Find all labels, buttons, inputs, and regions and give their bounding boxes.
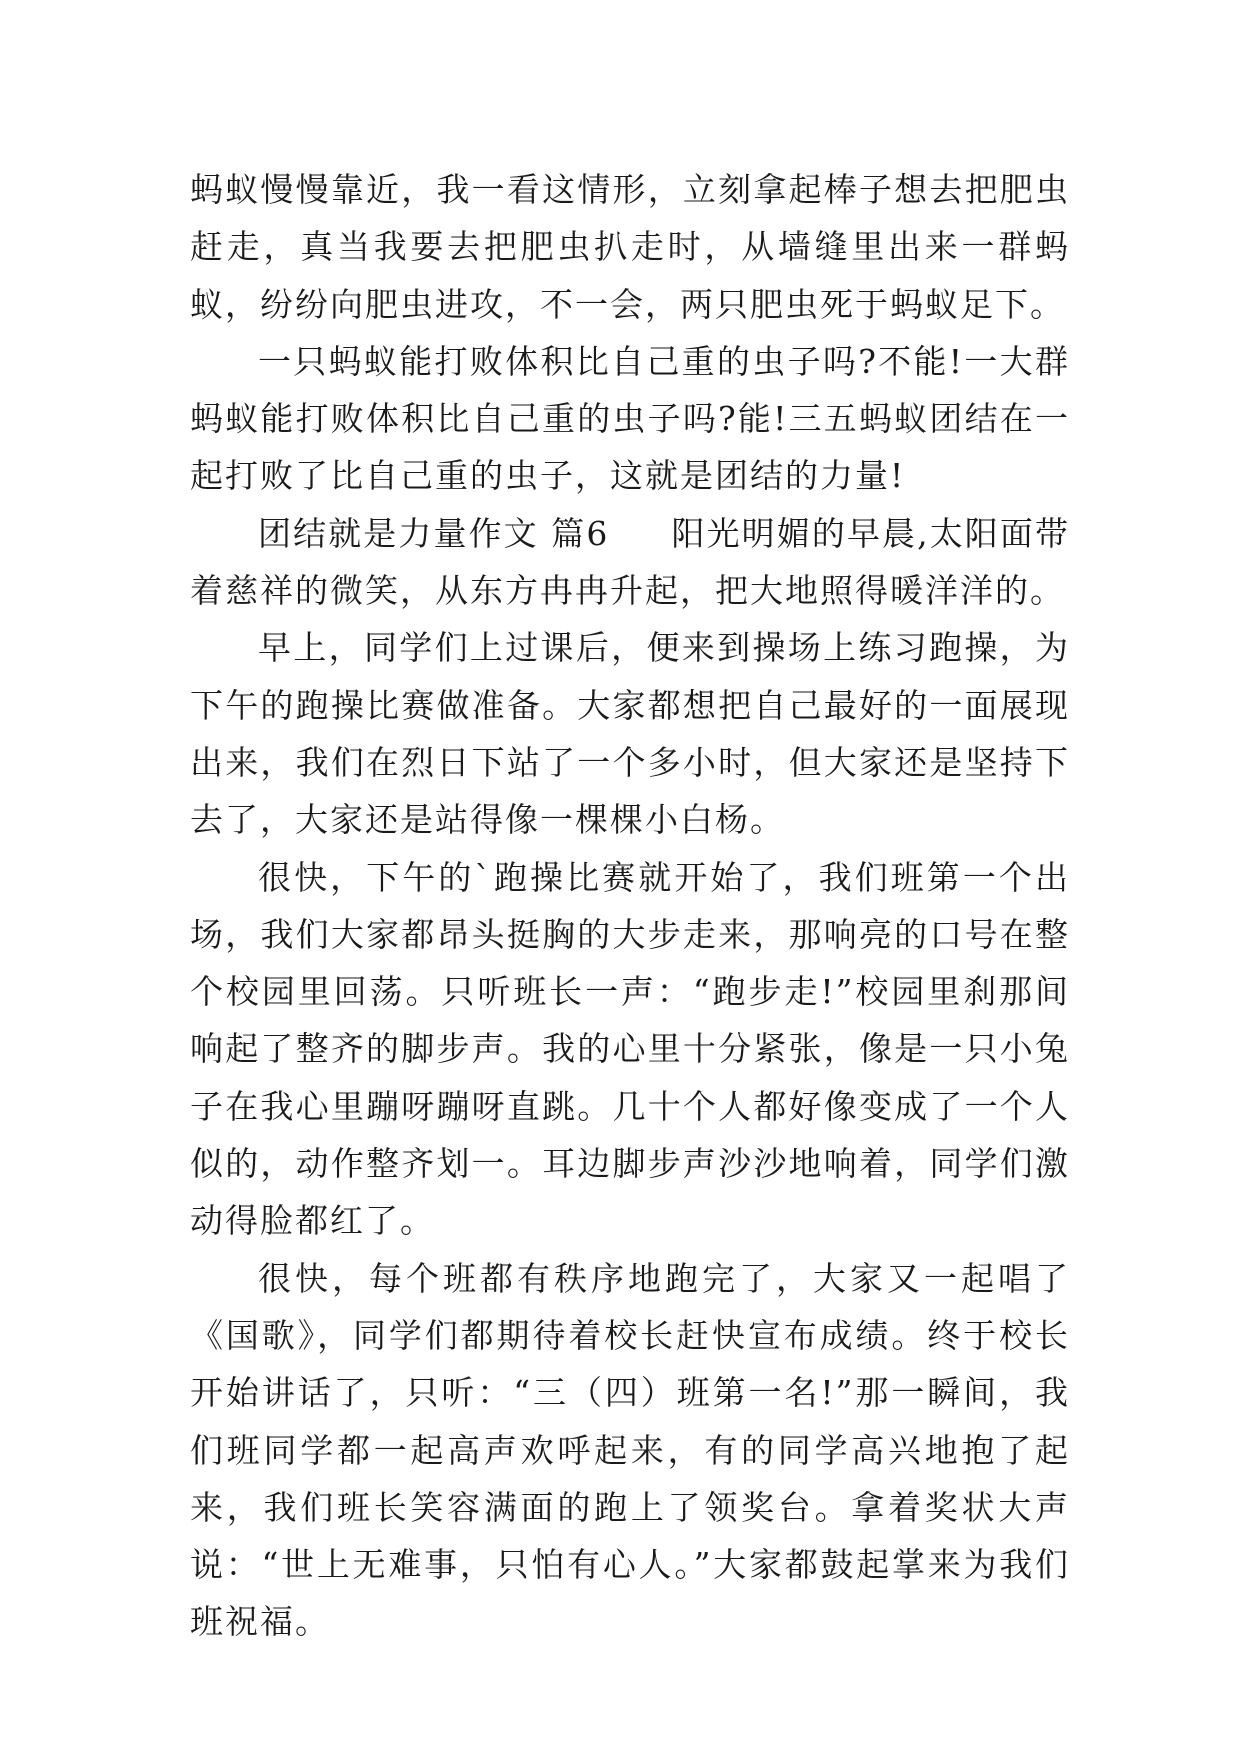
paragraph-results: 很快，每个班都有秩序地跑完了，大家又一起唱了《国歌》，同学们都期待着校长赶快宣布成绩。终于校长开始讲话了，只听：“三（四）班第一名!”那一瞬间，我们班同学都一起高声欢呼起来，有的同学高兴地抱了起来，我们班长笑容满面的跑上了领奖台。拿着奖状大声说：“世上无难事，只怕有心人。”大家都鼓起掌来为我们班祝福。 (190, 1258, 1070, 1642)
paragraph-ant-conclusion: 一只蚂蚁能打败体积比自己重的虫子吗?不能!一大群蚂蚁能打败体积比自己重的虫子吗?能!三五蚂蚁团结在一起打败了比自己重的虫子，这就是团结的力量! (190, 341, 1070, 496)
paragraph-competition: 很快，下午的`跑操比赛就开始了，我们班第一个出场，我们大家都昂头挺胸的大步走来，那响亮的口号在整个校园里回荡。只听班长一声：“跑步走!”校园里刹那间响起了整齐的脚步声。我的心里十分紧张，像是一只小兔子在我心里蹦呀蹦呀直跳。几十个人都好像变成了一个人似的，动作整齐划一。耳边脚步声沙沙地响着，同学们激动得脸都红了。 (190, 857, 1070, 1241)
section-heading: 团结就是力量作文 篇6 (258, 513, 610, 553)
article-body (190, 161, 1070, 1651)
section-opening-text: 阳光明媚的早晨,太阳面带着慈祥的微笑，从东方冉冉升起，把大地照得暖洋洋的。 (190, 513, 1070, 611)
paragraph-continuation: 蚂蚁慢慢靠近，我一看这情形，立刻拿起棒子想去把肥虫赶走，真当我要去把肥虫扒走时，从墙缝里出来一群蚂蚁，纷纷向肥虫进攻，不一会，两只肥虫死于蚂蚁足下。 (190, 170, 1070, 324)
paragraph-section-heading (190, 505, 1070, 620)
paragraph-morning-practice: 早上，同学们上过课后，便来到操场上练习跑操，为下午的跑操比赛做准备。大家都想把自己最好的一面展现出来，我们在烈日下站了一个多小时，但大家还是坚持下去了，大家还是站得像一棵棵小白杨。 (190, 628, 1070, 840)
